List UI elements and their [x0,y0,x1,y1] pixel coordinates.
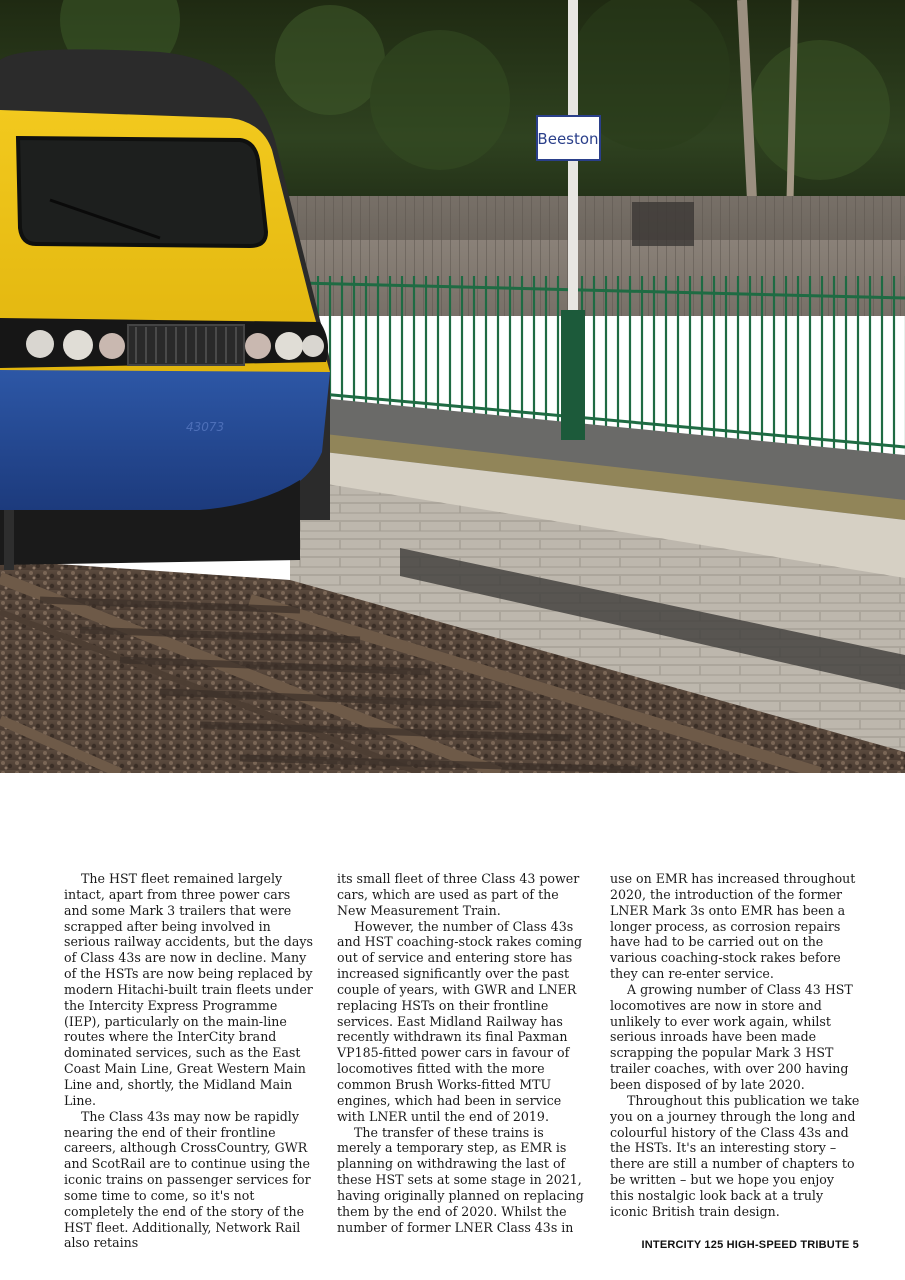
paragraph: A growing number of Class 43 HST locomotives are now in store and unlikely to ever work again, whilst serious inroads have been made scrapping the popular Mark 3 HST trailer coaches, with over 200 having been disposed of by late 2020. [610,981,853,1092]
paragraph: The transfer of these trains is merely a temporary step, as EMR is planning on withdrawing the last of these HST sets at some stage in 2021, having originally planned on replacing them by the end of 2020. Whilst the number of former LNER Class 43s in [337,1124,584,1235]
article-column-1 [64,871,314,1251]
article-column-2 [337,871,587,1235]
paragraph: its small fleet of three Class 43 power cars, which are used as part of the New Measurement Train. [337,871,580,918]
article-column-3 [610,871,860,1226]
loco-number-text: 43073 [186,420,225,434]
paragraph: Throughout this publication we take you on a journey through the long and colourful history of the Class 43s and the HSTs. It's an interesting story – there are still a number of chapters to be written – but we hope you enjoy this nostalgic look back at a truly iconic British train design. [610,1092,860,1219]
paragraph: use on EMR has increased throughout 2020, the introduction of the former LNER Mark 3s onto EMR has been a longer process, as corrosion repairs have had to be carried out on the various coaching-stock rakes before they can re-enter service. [610,871,856,982]
paragraph: The HST fleet remained largely intact, apart from three power cars and some Mark 3 trailers that were scrapped after being involved in serious railway accidents, but the days of Class 43s are now in decline. Many of the HSTs are now being replaced by modern Hitachi-built train fleets under the Intercity Express Programme (IEP), particularly on the main-line routes where the InterCity brand dominated services, such as the East Coast Main Line, Great Western Main Line and, shortly, the Midland Main Line. [64,871,313,1108]
paragraph: The Class 43s may now be rapidly nearing the end of their frontline careers, although CrossCountry, GWR and ScotRail are to continue using the iconic trains on passenger services for some time to come, so it's not completely the end of the story of the HST fleet. Additionally, Network Rail also retains [64,1108,311,1251]
station-sign-text: Beeston [537,130,599,148]
page-footer: INTERCITY 125 HIGH-SPEED TRIBUTE 5 [641,1239,859,1251]
paragraph: However, the number of Class 43s and HST coaching-stock rakes coming out of service and entering store has increased significantly over the past couple of years, with GWR and LNER replacing HSTs on their frontline services. East Midland Railway has recently withdrawn its final Paxman VP185-fitted power cars in favour of locomotives fitted with the more common Brush Works-fitted MTU engines, which had been in service with LNER until the end of 2019. [337,918,583,1124]
